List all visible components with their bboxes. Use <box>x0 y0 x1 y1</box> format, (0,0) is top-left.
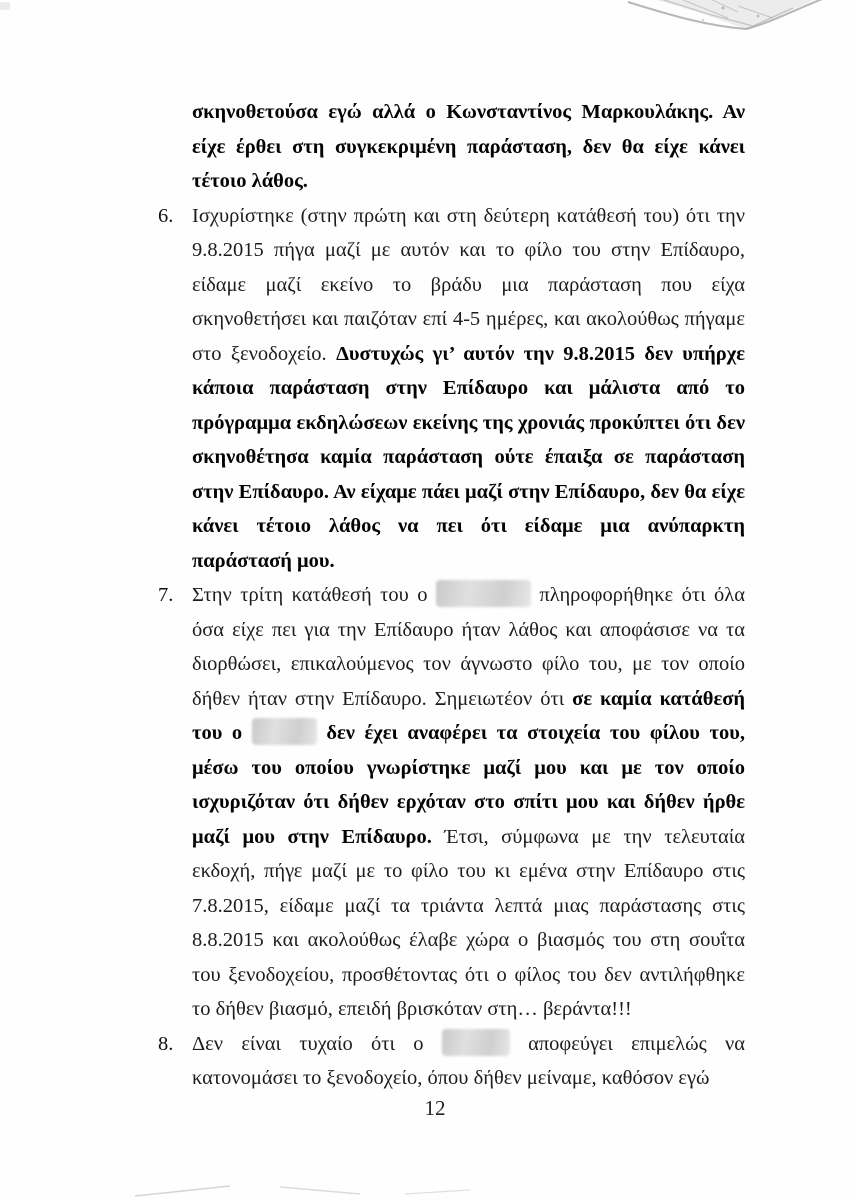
text-run: Δυστυχώς γι’ αυτόν την 9.8.2015 δεν υπήρχε κάποια παράσταση στην Επίδαυρο και μάλιστα από το πρόγραμμα εκδηλώσεων εκείνης της χρονιάς προκύπτει ότι δεν σκηνοθέτησα καμία παράσταση ούτε έπαιξα σε παράσταση στην Επίδαυρο. Αν είχαμε πάει μαζί στην Επίδαυρο, δεν θα είχε κάνει τέτοιο λάθος να πει ότι είδαμε μια ανύπαρκτη παράστασή μου. <box>192 342 745 572</box>
intro-paragraph <box>192 95 745 199</box>
numbered-paragraph <box>158 199 745 579</box>
text-run: αποφεύγει επιμελώς να κατονομάσει το ξενοδοχείο, όπου δήθεν μείναμε, καθόσον εγώ <box>192 1032 745 1089</box>
text-run: Δεν είναι τυχαίο ότι ο <box>192 1032 442 1055</box>
page-number: 12 <box>424 1096 446 1120</box>
redacted-name-block <box>252 718 317 745</box>
text-run: σκηνοθετούσα εγώ αλλά ο Κωνσταντίνος Μαρκουλάκης. Αν είχε έρθει στη συγκεκριμένη παράσταση, δεν θα είχε κάνει τέτοιο λάθος. <box>192 101 745 192</box>
paragraph-number: 6. <box>158 204 174 227</box>
paragraph-number: 8. <box>158 1032 174 1055</box>
numbered-paragraph <box>158 578 745 1027</box>
scan-speck-top-left <box>0 2 10 10</box>
redacted-name-block <box>442 1029 510 1056</box>
text-run: Ισχυρίστηκε (στην πρώτη και στη δεύτερη κατάθεσή του) ότι την 9.8.2015 πήγα μαζί με αυτόν και το φίλο του στην Επίδαυρο, είδαμε μαζί εκείνο το βράδυ μια παράσταση που είχα σκηνοθετήσει και παιζόταν επί 4-5 ημέρες, και ακολούθως πήγαμε στο ξενοδοχείο. <box>192 204 745 365</box>
paragraph-list <box>158 95 745 1096</box>
scan-artifact-torn-corner <box>588 0 838 54</box>
redacted-name-block <box>436 580 531 607</box>
text-run: σε καμία κατάθεσή του ο <box>192 687 745 744</box>
text-run: δεν έχει αναφέρει τα στοιχεία του φίλου του, μέσω του οποίου γνωρίστηκε μαζί μου και με τον οποίο ισχυριζόταν ότι δήθεν ερχόταν στο σπίτι μου και δήθεν ήρθε μαζί μου στην Επίδαυρο. <box>192 722 745 848</box>
text-run: πληροφορήθηκε ότι όλα όσα είχε πει για την Επίδαυρο ήταν λάθος και αποφάσισε να τα διορθώσει, επικαλούμενος τον άγνωστο φίλο του, με τον οποίο δήθεν ήταν στην Επίδαυρο. Σημειωτέον ότι <box>192 584 745 710</box>
text-run: Στην τρίτη κατάθεσή του ο <box>192 584 436 606</box>
text-run: Έτσι, σύμφωνα με την τελευταία εκδοχή, πήγε μαζί με το φίλο του κι εμένα στην Επίδαυρο στις 7.8.2015, είδαμε μαζί τα τριάντα λεπτά μιας παράστασης στις 8.8.2015 και ακολούθως έλαβε χώρα ο βιασμός του στη σουΐτα του ξενοδοχείου, προσθέτοντας ότι ο φίλος του δεν αντιλήφθηκε το δήθεν βιασμό, επειδή βρισκόταν στη… βεράντα!!! <box>192 825 745 1020</box>
scan-crease-bottom <box>0 1150 851 1200</box>
document-body <box>158 95 745 1096</box>
numbered-paragraph <box>158 1027 745 1096</box>
paragraph-number: 7. <box>158 584 174 606</box>
